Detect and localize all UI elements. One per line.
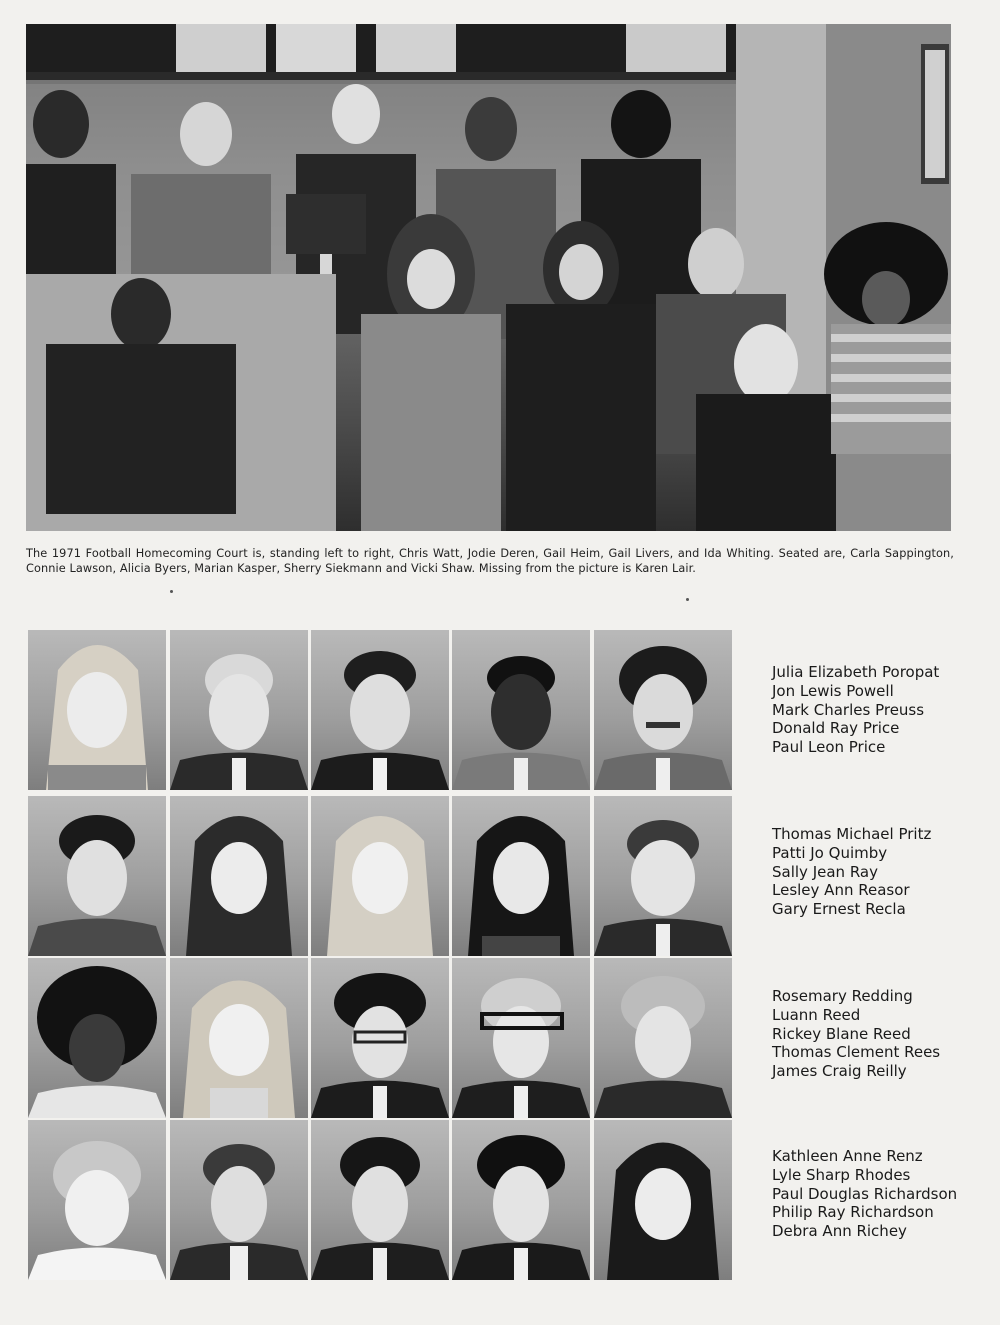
portrait-photo <box>452 958 590 1118</box>
print-speck <box>170 590 173 593</box>
photo-caption: The 1971 Football Homecoming Court is, standing left to right, Chris Watt, Jodie Deren, Gail Heim, Gail Livers, and Ida Whiting. Seated are, Carla Sappington, Connie Lawson, Alicia Byers, Marian Kasper, Sherry Siekmann and Vicki Shaw. Missing from the picture is Karen Lair. <box>26 547 954 575</box>
portrait-photo <box>170 1120 308 1280</box>
name-list-row-2 <box>772 825 931 919</box>
portrait-photo <box>28 958 166 1118</box>
print-speck <box>686 598 689 601</box>
student-name: Sally Jean Ray <box>772 862 878 881</box>
portrait-photo <box>594 958 732 1118</box>
senior-portrait-grid <box>28 630 734 1278</box>
homecoming-court-photo <box>26 24 951 531</box>
name-list-row-3 <box>772 987 940 1081</box>
portrait-photo <box>452 1120 590 1280</box>
student-name: Mark Charles Preuss <box>772 700 925 719</box>
student-name: Julia Elizabeth Poropat <box>772 663 940 681</box>
portrait-photo <box>594 1120 732 1280</box>
student-name: Thomas Clement Rees <box>772 1043 941 1062</box>
portrait-photo <box>452 796 590 956</box>
portrait-photo <box>311 630 449 790</box>
portrait-photo <box>594 630 732 790</box>
student-name: James Craig Reilly <box>772 1062 907 1081</box>
student-name: Debra Ann Richey <box>772 1222 907 1241</box>
student-name: Luann Reed <box>772 1005 861 1024</box>
portrait-photo <box>170 796 308 956</box>
portrait-photo <box>28 630 166 790</box>
student-name: Rickey Blane Reed <box>772 1024 911 1043</box>
name-list-row-1 <box>772 663 939 757</box>
portrait-photo <box>170 958 308 1118</box>
student-name: Lyle Sharp Rhodes <box>772 1165 911 1184</box>
portrait-photo <box>311 796 449 956</box>
portrait-photo <box>28 796 166 956</box>
portrait-photo <box>170 630 308 790</box>
student-name: Donald Ray Price <box>772 719 900 738</box>
student-name: Philip Ray Richardson <box>772 1203 934 1222</box>
student-name: Paul Leon Price <box>772 738 886 757</box>
student-name: Kathleen Anne Renz <box>772 1147 923 1165</box>
student-name: Paul Douglas Richardson <box>772 1184 958 1203</box>
student-name: Gary Ernest Recla <box>772 900 906 919</box>
student-name: Rosemary Redding <box>772 987 913 1005</box>
student-name: Lesley Ann Reasor <box>772 881 910 900</box>
portrait-photo <box>28 1120 166 1280</box>
portrait-photo <box>311 1120 449 1280</box>
student-name: Thomas Michael Pritz <box>772 825 932 843</box>
portrait-photo <box>594 796 732 956</box>
name-list-row-4 <box>772 1147 957 1241</box>
student-name: Jon Lewis Powell <box>772 681 894 700</box>
student-name: Patti Jo Quimby <box>772 843 888 862</box>
portrait-photo <box>452 630 590 790</box>
portrait-photo <box>311 958 449 1118</box>
